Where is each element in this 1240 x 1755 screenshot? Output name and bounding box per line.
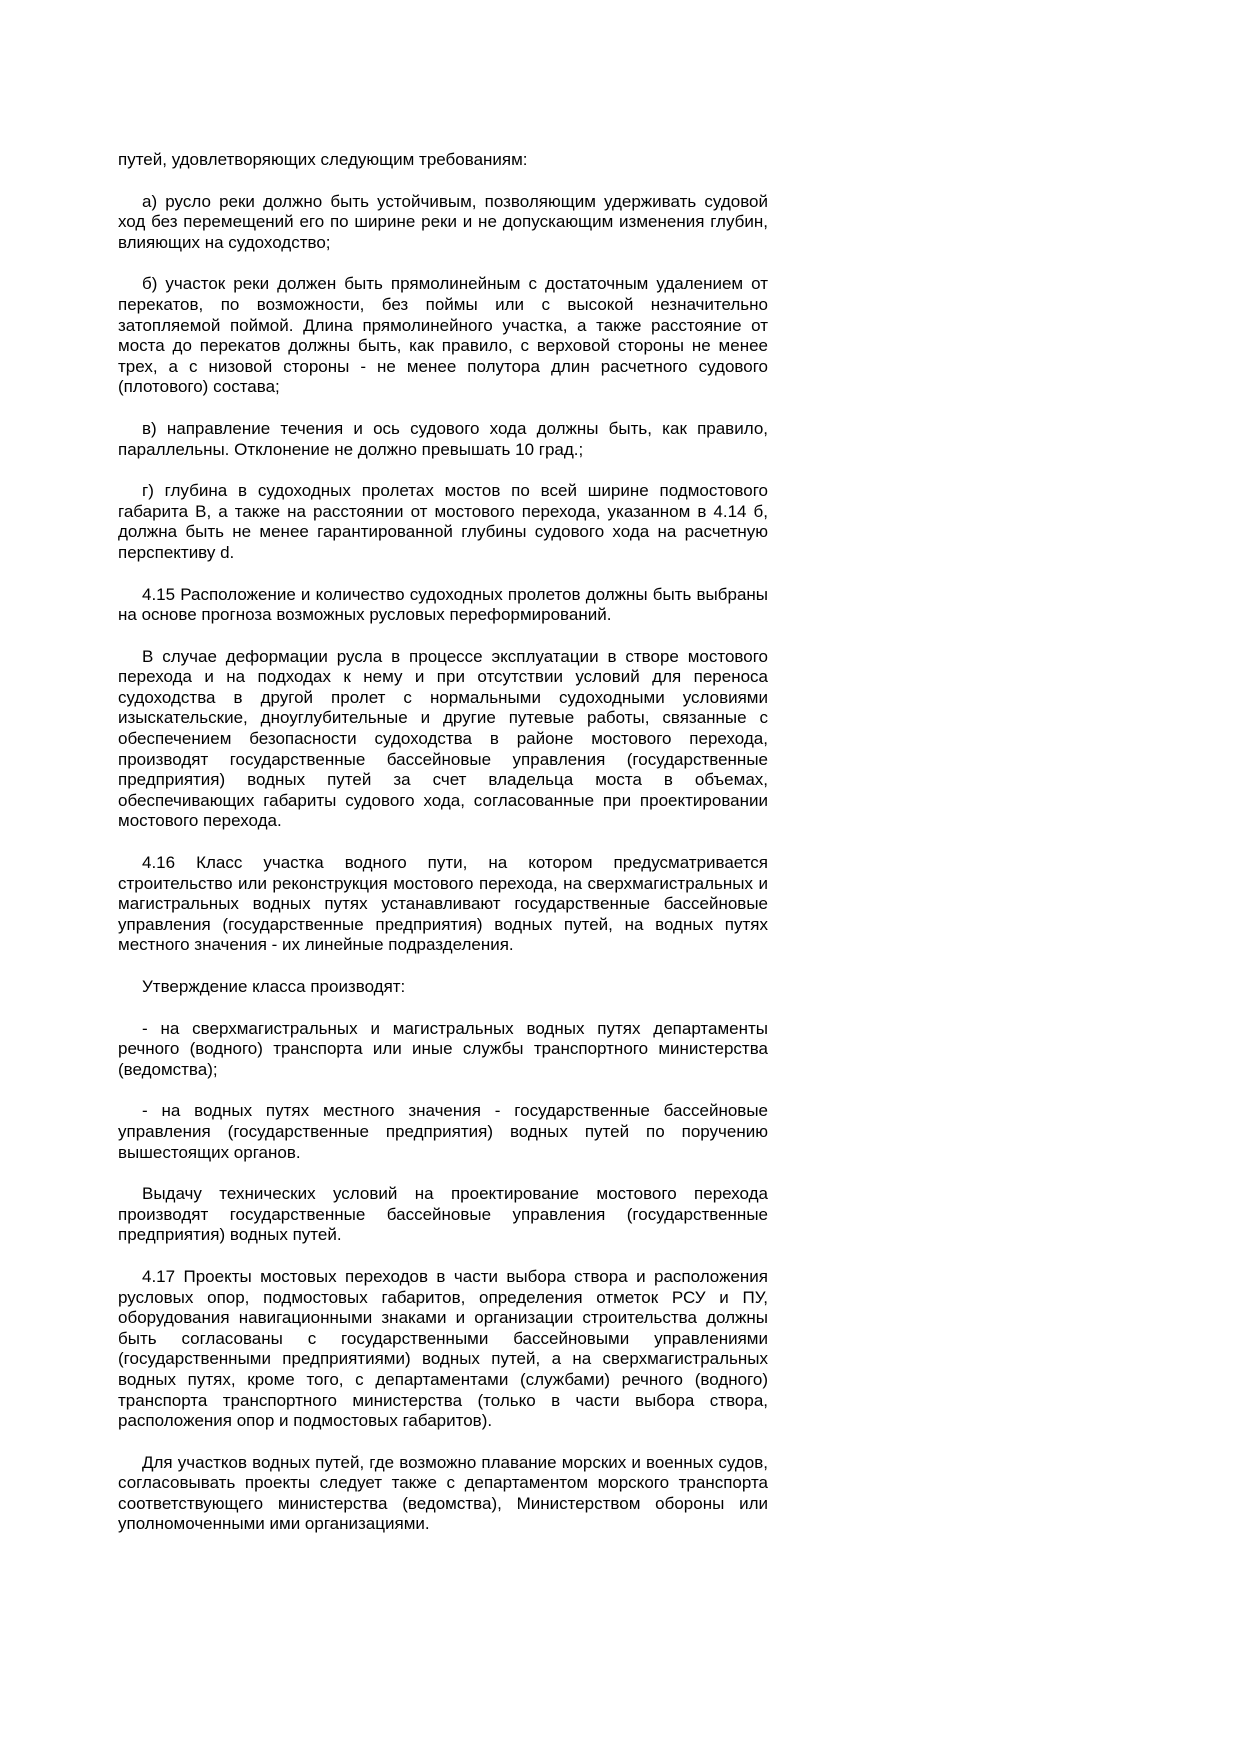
paragraph-section-4-17: 4.17 Проекты мостовых переходов в части выбора створа и расположения русловых опор, подмостовых габаритов, определения отметок РСУ и ПУ, оборудования навигационными знаками и организации строительства должны быть согласованы с государственными бассейновыми управлениями (государственными предприятиями) водных путей, а на сверхмагистральных водных путях, кроме того, с департаментами (службами) речного (водного) транспорта транспортного министерства (только в части выбора створа, расположения опор и подмостовых габаритов). bbox=[118, 1266, 768, 1431]
paragraph-intro: путей, удовлетворяющих следующим требованиям: bbox=[118, 150, 528, 169]
paragraph-item-g: г) глубина в судоходных пролетах мостов по всей ширине подмостового габарита B, а также на расстоянии от мостового перехода, указанном в 4.14 б, должна быть не менее гарантированной глубины судового хода на расчетную перспективу d. bbox=[118, 481, 768, 562]
paragraph-technical-conditions: Выдачу технических условий на проектирование мостового перехода производят государственные бассейновые управления (государственные предприятия) водных путей. bbox=[118, 1184, 768, 1245]
paragraph-item-v: в) направление течения и ось судового хода должны быть, как правило, параллельны. Отклонение не должно превышать 10 град.; bbox=[118, 418, 768, 459]
document-page bbox=[118, 150, 768, 1556]
paragraph-approval-main-waterways: - на сверхмагистральных и магистральных водных путях департаменты речного (водного) транспорта или иные службы транспортного министерства (ведомства); bbox=[118, 1018, 768, 1079]
paragraph-deformation: В случае деформации русла в процессе эксплуатации в створе мостового перехода и на подходах к нему и при отсутствии условий для переноса судоходства в другой пролет с нормальными судоходными условиями изыскательские, дноуглубительные и другие путевые работы, связанные с обеспечением безопасности судоходства в районе мостового перехода, производят государственные бассейновые управления (государственные предприятия) водных путей за счет владельца моста в объемах, обеспечивающих габариты судового хода, согласованные при проектировании мостового перехода. bbox=[118, 646, 768, 831]
paragraph-section-4-16: 4.16 Класс участка водного пути, на котором предусматривается строительство или реконструкция мостового перехода, на сверхмагистральных и магистральных водных путях устанавливают государственные бассейновые управления (государственные предприятия) водных путей, на водных путях местного значения - их линейные подразделения. bbox=[118, 853, 768, 955]
paragraph-item-a: а) русло реки должно быть устойчивым, позволяющим удерживать судовой ход без перемещений его по ширине реки и не допускающим изменения глубин, влияющих на судоходство; bbox=[118, 191, 768, 252]
paragraph-section-4-15: 4.15 Расположение и количество судоходных пролетов должны быть выбраны на основе прогноза возможных русловых переформирований. bbox=[118, 584, 768, 625]
paragraph-class-approval: Утверждение класса производят: bbox=[142, 977, 406, 996]
paragraph-approval-local-waterways: - на водных путях местного значения - государственные бассейновые управления (государственные предприятия) водных путей по поручению вышестоящих органов. bbox=[118, 1101, 768, 1162]
paragraph-sea-military-vessels: Для участков водных путей, где возможно плавание морских и военных судов, согласовывать проекты следует также с департаментом морского транспорта соответствующего министерства (ведомства), Министерством обороны или уполномоченными ими организациями. bbox=[118, 1452, 768, 1534]
paragraph-item-b: б) участок реки должен быть прямолинейным с достаточным удалением от перекатов, по возможности, без поймы или с высокой незначительно затопляемой поймой. Длина прямолинейного участка, а также расстояние от моста до перекатов должны быть, как правило, с верховой стороны не менее трех, а с низовой стороны - не менее полутора длин расчетного судового (плотового) состава; bbox=[118, 274, 768, 397]
